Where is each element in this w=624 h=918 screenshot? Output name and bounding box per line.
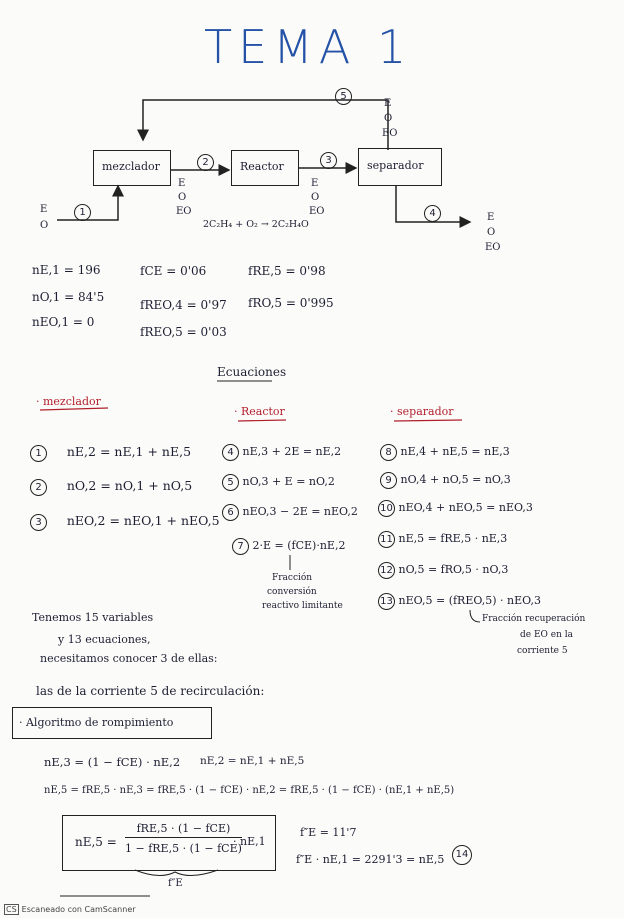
recycle-stream-line [143, 100, 388, 150]
data-fREO4: fREO,4 = 0'97 [140, 298, 227, 312]
s2-letter-eo: EO [176, 206, 192, 217]
s2-letter-o: O [178, 192, 187, 203]
data-fREO5: fREO,5 = 0'03 [140, 325, 227, 339]
separator-box [358, 148, 442, 186]
text-line-2: y 13 ecuaciones, [58, 633, 151, 646]
final-lhs: nE,5 = [75, 835, 117, 849]
reactor-box [231, 150, 299, 186]
separator-eq-9: 9 nO,4 + nO,5 = nO,3 [380, 472, 511, 489]
reactor-label: Reactor [240, 160, 284, 173]
final-numerator: fRE,5 · (1 − fCE) [125, 822, 242, 838]
separator-eq-11: 11 nE,5 = fRE,5 · nE,3 [378, 531, 507, 548]
text-line-1: Tenemos 15 variables [32, 611, 154, 624]
s3-letter-e: E [311, 178, 319, 189]
s2-letter-e: E [178, 178, 186, 189]
s5-letter-eo: EO [382, 128, 398, 139]
s5-letter-e: E [384, 98, 392, 109]
data-nE1: nE,1 = 196 [32, 263, 101, 277]
data-fRE5: fRE,5 = 0'98 [248, 264, 326, 278]
section-mixer: · mezclador [36, 395, 101, 408]
s4-letter-e: E [487, 212, 495, 223]
s1-letter-e: E [40, 204, 48, 215]
text-line-4: las de la corriente 5 de recirculación: [36, 684, 265, 698]
reaction-equation: 2C₂H₄ + O₂ → 2C₂H₄O [203, 219, 309, 230]
separator-eq-12: 12 nO,5 = fRO,5 · nO,3 [378, 562, 508, 579]
text-line-3: necesitamos conocer 3 de ellas: [40, 652, 218, 665]
note-recovery-1: Fracción recuperación [482, 614, 586, 624]
equations-heading: Ecuaciones [217, 365, 287, 379]
note-conversion-3: reactivo limitante [262, 601, 343, 611]
s5-letter-o: O [384, 113, 393, 124]
separator-eq-8: 8 nE,4 + nE,5 = nE,3 [380, 444, 510, 461]
stream-number-4: 4 [424, 205, 441, 222]
s4-letter-o: O [487, 227, 496, 238]
stream-number-2: 2 [197, 154, 214, 171]
s1-letter-o: O [40, 220, 49, 231]
stream-number-3: 3 [320, 152, 337, 169]
camscanner-logo: CS [6, 905, 17, 914]
mixer-box [93, 150, 171, 186]
note-conversion-2: conversión [267, 587, 317, 597]
page-title: TEMA 1 [204, 20, 413, 74]
final-result-box [62, 815, 276, 871]
final-label: f″E [168, 878, 183, 889]
result-nE5: f″E · nE,1 = 2291'3 = nE,5 [296, 853, 445, 866]
algo-eq-1: nE,3 = (1 − fCE) · nE,2 [44, 755, 181, 769]
final-rhs: · nE,1 [233, 835, 266, 848]
data-nO1: nO,1 = 84'5 [32, 290, 105, 304]
stream-number-1: 1 [74, 204, 91, 221]
data-fRO5: fRO,5 = 0'995 [248, 296, 334, 310]
reactor-eq-4: 4 nE,3 + 2E = nE,2 [222, 444, 341, 461]
final-denominator: 1 − fRE,5 · (1 − fCE) [125, 842, 242, 855]
mixer-eq-3: 3 nEO,2 = nEO,1 + nEO,5 [30, 513, 220, 531]
reactor-eq-6: 6 nEO,3 − 2E = nEO,2 [222, 504, 358, 521]
reactor-eq-7: 7 2·E = (fCE)·nE,2 [232, 538, 345, 555]
footer-scanner: CS Escaneado con CamScanner [6, 905, 136, 914]
section-separator: · separador [390, 405, 454, 418]
reactor-eq-5: 5 nO,3 + E = nO,2 [222, 474, 335, 491]
algo-eq-1b: nE,2 = nE,1 + nE,5 [200, 755, 305, 767]
data-fCE: fCE = 0'06 [140, 264, 207, 278]
s3-letter-o: O [311, 192, 320, 203]
note-conversion-1: Fracción [272, 573, 313, 583]
stream-number-5: 5 [335, 88, 352, 105]
separator-eq-13: 13 nEO,5 = (fREO,5) · nEO,3 [378, 593, 541, 610]
result-f-value: f″E = 11'7 [300, 826, 357, 839]
separator-label: separador [367, 159, 424, 172]
note-recovery-3: corriente 5 [517, 646, 568, 656]
algorithm-label: · Algoritmo de rompimiento [19, 716, 174, 729]
algo-eq-2: nE,5 = fRE,5 · nE,3 = fRE,5 · (1 − fCE) · nE,2 = fRE,5 · (1 − fCE) · (nE,1 + nE,5) [44, 785, 455, 796]
data-nEO1: nEO,1 = 0 [32, 315, 95, 329]
s4-letter-eo: EO [485, 242, 501, 253]
result-eq-number: 14 [452, 845, 472, 865]
mixer-eq-1: 1 nE,2 = nE,1 + nE,5 [30, 444, 191, 462]
section-reactor: · Reactor [234, 405, 285, 418]
separator-eq-10: 10 nEO,4 + nEO,5 = nEO,3 [378, 500, 533, 517]
note-recovery-2: de EO en la [520, 630, 573, 640]
mixer-label: mezclador [102, 160, 160, 173]
mixer-eq-2: 2 nO,2 = nO,1 + nO,5 [30, 478, 192, 496]
final-fraction [125, 822, 242, 855]
s3-letter-eo: EO [309, 206, 325, 217]
algorithm-box [12, 707, 212, 739]
